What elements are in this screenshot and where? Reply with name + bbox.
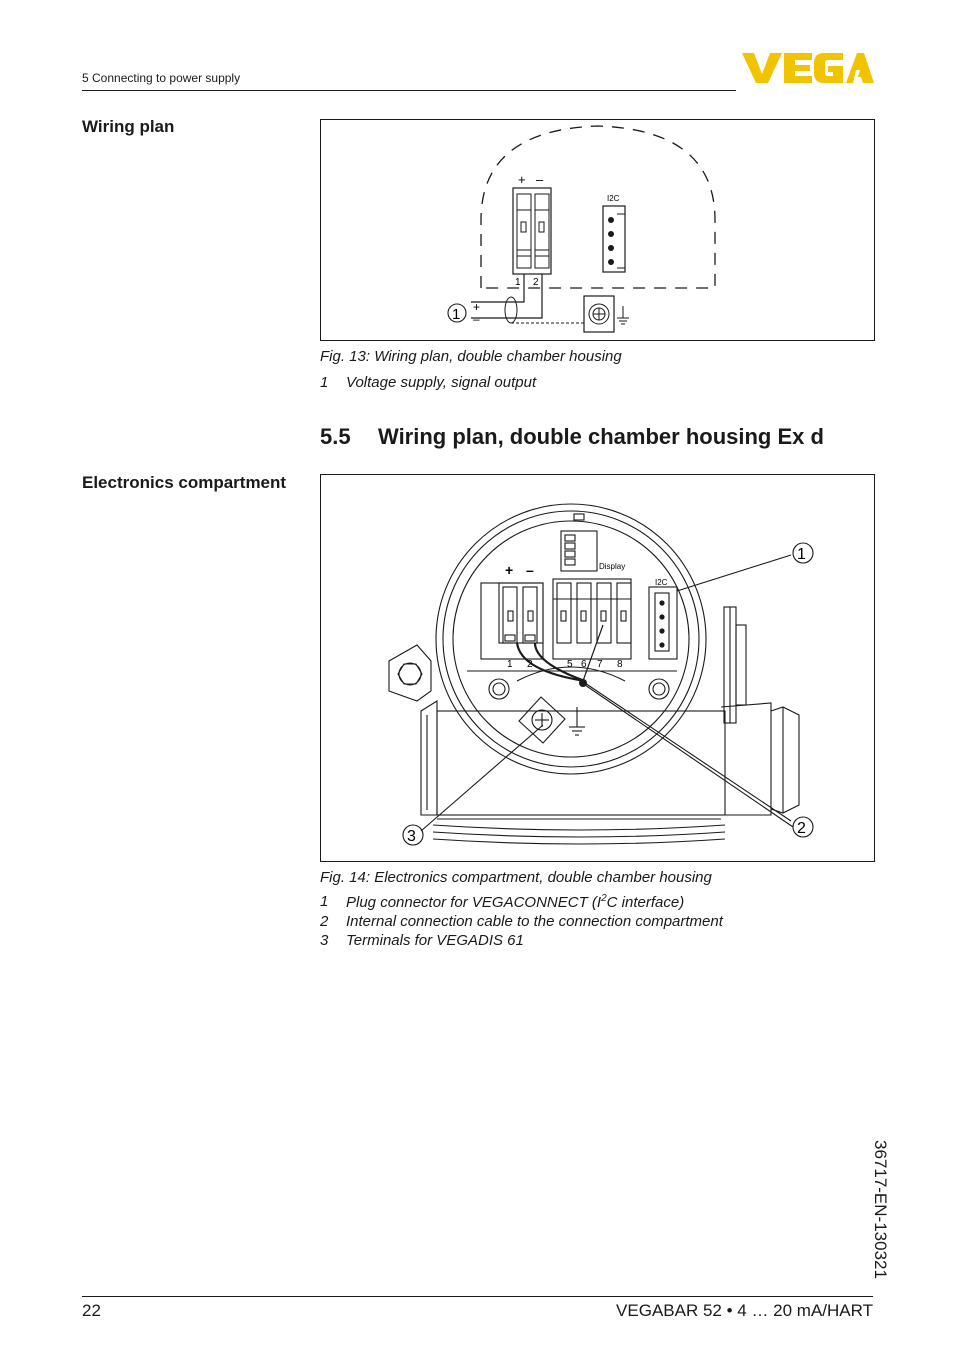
figure-13-box <box>320 119 875 341</box>
terminal-number: 6 <box>581 659 587 670</box>
wiring-plan-label: Wiring plan <box>82 117 175 136</box>
document-number: 36717-EN-130321 <box>871 1140 890 1279</box>
terminal-number: 1 <box>507 659 513 670</box>
vega-logo <box>740 50 874 86</box>
footer-rule <box>82 1296 873 1297</box>
terminal-number: 5 <box>567 659 573 670</box>
section-title: Wiring plan, double chamber housing Ex d <box>378 424 824 449</box>
callout-1: 1 <box>797 546 806 563</box>
terminal-minus: – <box>536 172 544 187</box>
terminal-number: 8 <box>617 659 623 670</box>
legend-number: 3 <box>320 932 329 949</box>
legend-item <box>320 932 524 949</box>
legend-number: 1 <box>320 374 329 391</box>
terminal-plus: + <box>518 172 526 187</box>
figure-13-caption: Fig. 13: Wiring plan, double chamber housing <box>320 348 622 365</box>
legend-text: Voltage supply, signal output <box>346 374 537 391</box>
legend-number: 2 <box>320 913 329 930</box>
header-rule <box>82 90 736 91</box>
i2c-label: I2C <box>655 578 668 587</box>
legend-text: Plug connector for VEGACONNECT ($I^2C$ interface) <box>346 893 685 911</box>
terminal-number: 7 <box>597 659 603 670</box>
callout-2: 2 <box>797 820 806 837</box>
page-number: 22 <box>82 1301 101 1320</box>
supply-plus: + <box>473 300 481 314</box>
terminal-plus: + <box>505 562 514 578</box>
running-header: 5 Connecting to power supply <box>82 71 241 85</box>
electronics-compartment-diagram <box>321 475 874 861</box>
i2c-label: I2C <box>607 194 620 203</box>
legend-item <box>320 893 684 911</box>
terminal-number: 2 <box>527 659 533 670</box>
terminal-number: 1 <box>515 277 521 288</box>
legend-text: Terminals for VEGADIS 61 <box>346 932 524 949</box>
supply-minus: – <box>473 312 480 326</box>
product-name: VEGABAR 52 • 4 … 20 mA/HART <box>616 1301 873 1320</box>
display-label: Display <box>599 562 626 571</box>
legend-item <box>320 374 536 391</box>
section-heading <box>320 424 824 450</box>
legend-item <box>320 913 723 930</box>
terminal-minus: – <box>526 562 534 578</box>
figure-14-caption: Fig. 14: Electronics compartment, double chamber housing <box>320 869 712 886</box>
wiring-plan-diagram <box>321 120 874 340</box>
legend-number: 1 <box>320 893 329 910</box>
callout-3: 3 <box>407 828 416 845</box>
section-number: 5.5 <box>320 424 351 449</box>
electronics-compartment-label: Electronics compartment <box>82 473 287 492</box>
figure-14-box <box>320 474 875 862</box>
terminal-number: 2 <box>533 277 539 288</box>
legend-text: Internal connection cable to the connection compartment <box>346 913 723 930</box>
callout-1: 1 <box>452 306 461 323</box>
